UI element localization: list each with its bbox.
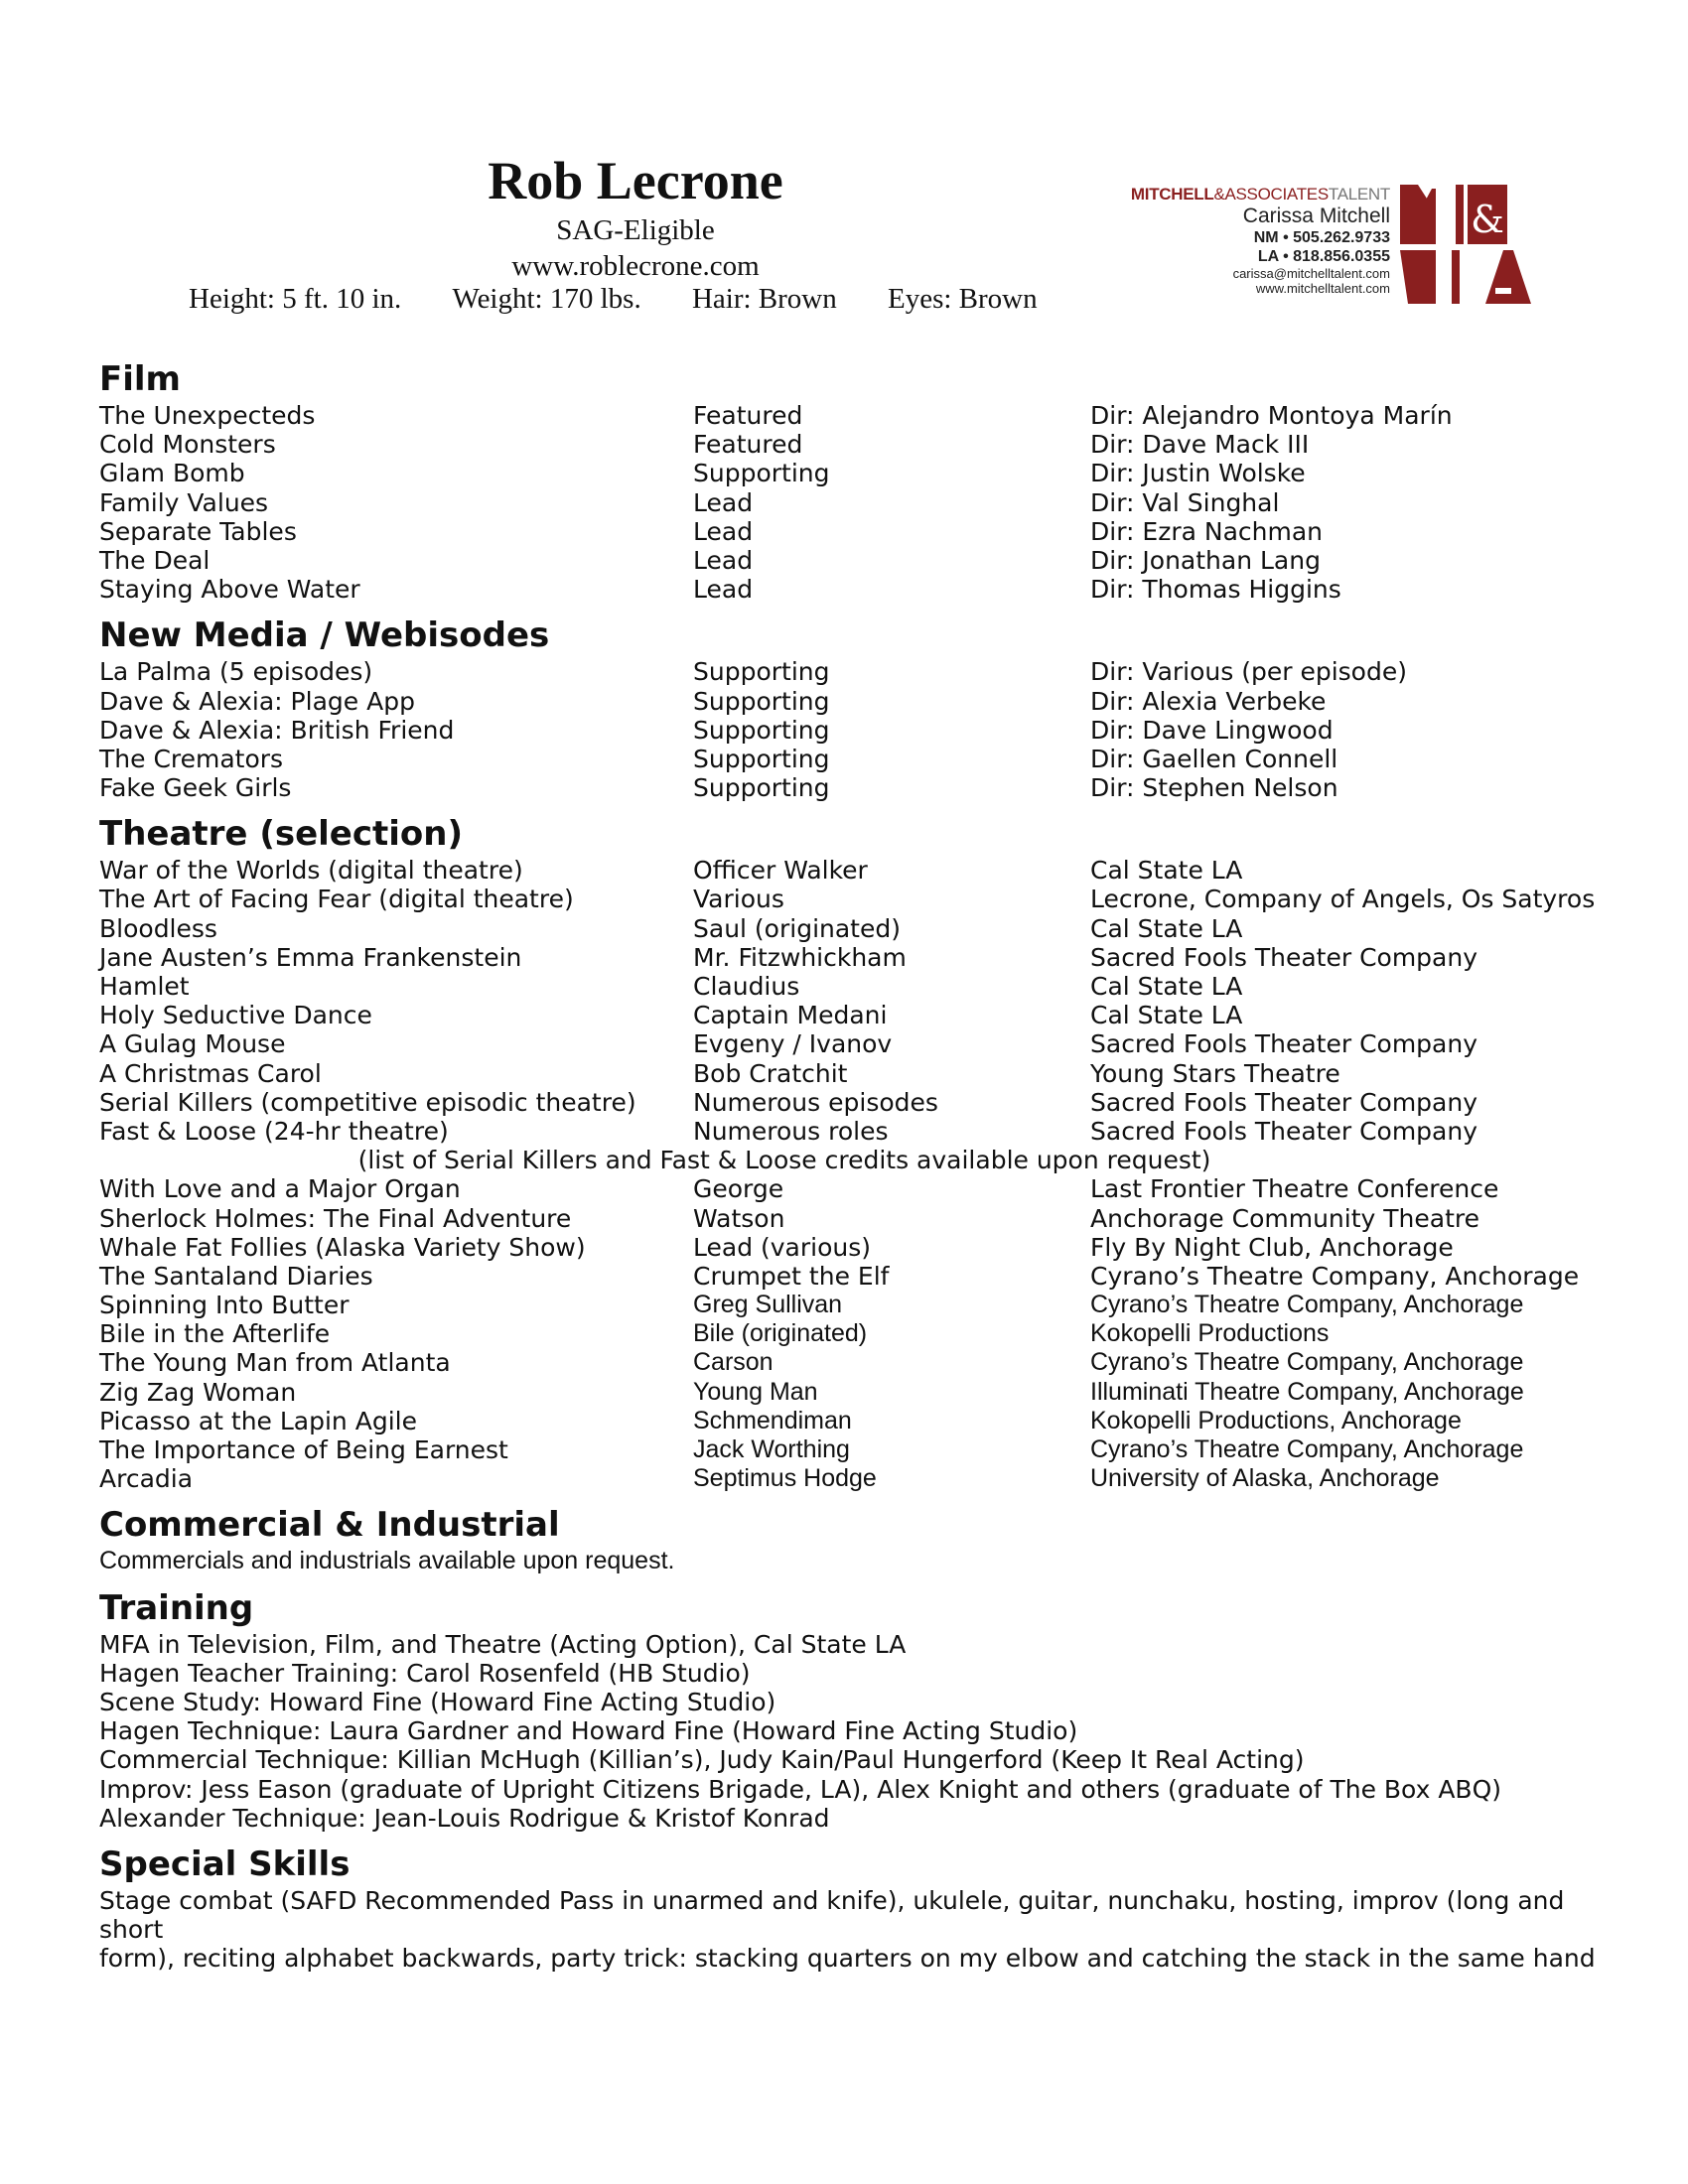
credit-title: Bile in the Afterlife (99, 1319, 331, 1349)
credit-row (99, 1117, 1628, 1146)
credit-venue: Dir: Ezra Nachman (1090, 516, 1323, 546)
film-credits (99, 401, 1628, 604)
credit-title: Dave & Alexia: Plage App (99, 686, 415, 716)
credit-role: Septimus Hodge (693, 1464, 877, 1493)
credit-title: War of the Worlds (digital theatre) (99, 856, 523, 886)
credit-title: Whale Fat Follies (Alaska Variety Show) (99, 1232, 586, 1262)
credit-title: The Young Man from Atlanta (99, 1348, 451, 1378)
credit-title: Hamlet (99, 972, 190, 1001)
credit-title: Picasso at the Lapin Agile (99, 1406, 417, 1435)
credit-row (99, 885, 1628, 913)
credit-venue: Sacred Fools Theater Company (1090, 1029, 1478, 1059)
credit-role: Supporting (693, 686, 830, 716)
credit-role: Crumpet the Elf (693, 1261, 890, 1291)
eyes-stat: Eyes: Brown (887, 283, 1038, 315)
credit-venue: Kokopelli Productions (1090, 1319, 1330, 1348)
credit-title: Family Values (99, 487, 269, 517)
credit-role: Captain Medani (693, 1001, 888, 1030)
credit-row (99, 1088, 1628, 1117)
credit-row (99, 575, 1628, 604)
credit-venue: Dir: Dave Mack III (1090, 430, 1310, 460)
credit-title: Fake Geek Girls (99, 773, 292, 803)
credit-role: Lead (693, 516, 754, 546)
height-stat: Height: 5 ft. 10 in. (189, 283, 402, 315)
section-title-training: Training (99, 1587, 254, 1628)
credit-role: Bob Cratchit (693, 1058, 848, 1088)
skills-line: Stage combat (SAFD Recommended Pass in unarmed and knife), ukulele, guitar, nunchaku, hosting, improv (long and short (99, 1886, 1565, 1945)
credit-title: Holy Seductive Dance (99, 1001, 372, 1030)
credit-role: Supporting (693, 459, 830, 488)
credit-role: Saul (originated) (693, 913, 901, 943)
credit-title: Spinning Into Butter (99, 1291, 350, 1320)
credit-role: Featured (693, 430, 803, 460)
credit-venue: Cal State LA (1090, 1001, 1243, 1030)
credit-venue: Cyrano’s Theatre Company, Anchorage (1090, 1291, 1524, 1319)
credit-role: Various (693, 885, 784, 914)
agency-logo-icon (1400, 185, 1559, 304)
agency-name: MITCHELL&ASSOCIATESTALENT (1130, 185, 1390, 204)
credit-title: The Importance of Being Earnest (99, 1435, 508, 1464)
new-media-credits (99, 657, 1628, 802)
credit-row (99, 1174, 1628, 1203)
credit-role: Supporting (693, 657, 830, 687)
section-title-skills: Special Skills (99, 1844, 351, 1884)
credit-title: Arcadia (99, 1464, 194, 1494)
credit-venue: Dir: Stephen Nelson (1090, 773, 1338, 803)
credit-venue: Cyrano’s Theatre Company, Anchorage (1090, 1348, 1524, 1377)
credit-row (99, 488, 1628, 517)
training-line: Hagen Technique: Laura Gardner and Howard Fine (Howard Fine Acting Studio) (99, 1716, 1078, 1746)
credit-role: Evgeny / Ivanov (693, 1029, 893, 1059)
credit-title: Cold Monsters (99, 430, 276, 460)
credit-row (99, 1233, 1628, 1262)
credit-venue: Dir: Alexia Verbeke (1090, 686, 1327, 716)
credit-role: Carson (693, 1348, 774, 1377)
credit-row (99, 1319, 1628, 1348)
credit-role: Supporting (693, 773, 830, 803)
credit-title: Staying Above Water (99, 575, 360, 605)
credit-venue: Cyrano’s Theatre Company, Anchorage (1090, 1435, 1524, 1463)
credit-venue: Kokopelli Productions, Anchorage (1090, 1406, 1462, 1434)
training-line: MFA in Television, Film, and Theatre (Acting Option), Cal State LA (99, 1629, 907, 1659)
agency-text (1131, 185, 1390, 296)
agent-phone-la: LA • 818.856.0355 (1257, 248, 1390, 265)
agent-website: www.mitchelltalent.com (1255, 281, 1390, 296)
credit-title: The Art of Facing Fear (digital theatre) (99, 885, 574, 914)
credit-venue: Last Frontier Theatre Conference (1090, 1174, 1499, 1204)
training-line: Alexander Technique: Jean-Louis Rodrigue & Kristof Konrad (99, 1803, 830, 1833)
credit-role: Lead (693, 545, 754, 575)
credit-role: George (693, 1174, 784, 1204)
credit-role: Bile (originated) (693, 1319, 868, 1348)
theatre-section (99, 812, 1628, 1493)
website: www.roblecrone.com (511, 250, 760, 282)
credit-venue: Dir: Dave Lingwood (1090, 715, 1334, 745)
credit-role: Claudius (693, 972, 800, 1001)
resume-body (99, 347, 1628, 1974)
credit-row (99, 856, 1628, 885)
credit-title: Serial Killers (competitive episodic theatre) (99, 1087, 636, 1117)
commercial-section (99, 1503, 1628, 1575)
credit-title: Fast & Loose (24-hr theatre) (99, 1116, 449, 1146)
credit-row (99, 1407, 1628, 1435)
agency-block (1130, 185, 1559, 304)
credit-venue: Cal State LA (1090, 856, 1243, 886)
credit-role: Lead (various) (693, 1232, 872, 1262)
credit-venue: Lecrone, Company of Angels, Os Satyros (1090, 885, 1596, 914)
credit-row (99, 745, 1628, 773)
credit-row (99, 546, 1628, 575)
credit-row (99, 430, 1628, 459)
training-line: Improv: Jess Eason (graduate of Upright Citizens Brigade, LA), Alex Knight and others (graduate of The Box ABQ) (99, 1774, 1502, 1804)
credit-venue: Cal State LA (1090, 913, 1243, 943)
credit-title: Glam Bomb (99, 459, 245, 488)
credit-row (99, 1291, 1628, 1319)
credit-venue: Dir: Various (per episode) (1090, 657, 1407, 687)
agent-email: carissa@mitchelltalent.com (1232, 266, 1390, 281)
credit-title: Jane Austen’s Emma Frankenstein (99, 942, 522, 972)
credit-role: Watson (693, 1203, 785, 1233)
union-status: SAG-Eligible (556, 214, 715, 246)
credit-title: A Gulag Mouse (99, 1029, 286, 1059)
skills-line: form), reciting alphabet backwards, party trick: stacking quarters on my elbow and catching the stack in the same hand (99, 1944, 1596, 1974)
training-line: Commercial Technique: Killian McHugh (Killian’s), Judy Kain/Paul Hungerford (Keep It Real Acting) (99, 1745, 1305, 1775)
credit-row (99, 1001, 1628, 1029)
section-title-film: Film (99, 359, 181, 399)
credit-venue: Dir: Gaellen Connell (1090, 744, 1338, 773)
theatre-note: (list of Serial Killers and Fast & Loose credits available upon request) (357, 1146, 1211, 1175)
credit-row (99, 1378, 1628, 1407)
new-media-section (99, 614, 1628, 802)
credit-venue: Fly By Night Club, Anchorage (1090, 1232, 1454, 1262)
credit-row (99, 914, 1628, 943)
credit-row (99, 943, 1628, 972)
commercial-text: Commercials and industrials available upon request. (99, 1547, 675, 1575)
credit-role: Supporting (693, 744, 830, 773)
credit-row (99, 657, 1628, 686)
credit-venue: University of Alaska, Anchorage (1090, 1464, 1440, 1493)
credit-title: With Love and a Major Organ (99, 1174, 461, 1204)
credit-venue: Sacred Fools Theater Company (1090, 1116, 1478, 1146)
svg-text:&: & (1471, 198, 1504, 241)
credit-row (99, 1464, 1628, 1493)
credit-role: Numerous episodes (693, 1087, 938, 1117)
training-line: Scene Study: Howard Fine (Howard Fine Acting Studio) (99, 1687, 776, 1716)
credit-title: The Unexpecteds (99, 401, 316, 430)
film-section (99, 357, 1628, 604)
hair-stat: Hair: Brown (691, 283, 837, 315)
skills-section (99, 1843, 1628, 1974)
credit-venue: Young Stars Theatre (1090, 1058, 1340, 1088)
credit-row (99, 773, 1628, 802)
credit-row (99, 1204, 1628, 1233)
credit-row (99, 1348, 1628, 1377)
credit-title: Bloodless (99, 913, 217, 943)
credit-row (99, 517, 1628, 546)
credit-role: Greg Sullivan (693, 1291, 843, 1319)
agent-phone-nm: NM • 505.262.9733 (1253, 229, 1390, 246)
credit-role: Featured (693, 401, 803, 430)
credit-row (99, 1262, 1628, 1291)
credit-venue: Dir: Justin Wolske (1090, 459, 1306, 488)
training-line: Hagen Teacher Training: Carol Rosenfeld (HB Studio) (99, 1658, 751, 1688)
theatre-credits-a (99, 856, 1628, 1146)
credit-role: Supporting (693, 715, 830, 745)
section-title-new-media: New Media / Webisodes (99, 615, 550, 656)
section-title-theatre: Theatre (selection) (99, 814, 464, 855)
credit-row (99, 1029, 1628, 1058)
credit-row (99, 972, 1628, 1001)
training-section (99, 1586, 1628, 1833)
actor-name: Rob Lecrone (488, 151, 783, 210)
credit-venue: Sacred Fools Theater Company (1090, 1087, 1478, 1117)
credit-title: Sherlock Holmes: The Final Adventure (99, 1203, 572, 1233)
credit-row (99, 459, 1628, 487)
credit-role: Numerous roles (693, 1116, 889, 1146)
credit-venue: Cal State LA (1090, 972, 1243, 1001)
credit-row (99, 716, 1628, 745)
credit-title: La Palma (5 episodes) (99, 657, 373, 687)
credit-role: Schmendiman (693, 1406, 852, 1434)
credit-row (99, 687, 1628, 716)
credit-venue: Illuminati Theatre Company, Anchorage (1090, 1377, 1524, 1406)
credit-row (99, 401, 1628, 430)
weight-stat: Weight: 170 lbs. (452, 283, 641, 315)
resume-header (0, 149, 1271, 284)
credit-venue: Dir: Alejandro Montoya Marín (1090, 401, 1453, 430)
credit-title: Zig Zag Woman (99, 1377, 297, 1407)
credit-row (99, 1435, 1628, 1464)
credit-row (99, 1059, 1628, 1088)
credit-title: The Santaland Diaries (99, 1261, 373, 1291)
physical-stats (189, 283, 1281, 316)
credit-role: Jack Worthing (693, 1435, 850, 1463)
credit-role: Young Man (693, 1377, 818, 1406)
theatre-credits-b (99, 1174, 1628, 1493)
agent-name: Carissa Mitchell (1242, 205, 1390, 227)
credit-role: Lead (693, 575, 754, 605)
credit-venue: Dir: Val Singhal (1090, 487, 1280, 517)
credit-venue: Dir: Thomas Higgins (1090, 575, 1341, 605)
credit-role: Officer Walker (693, 856, 868, 886)
credit-title: The Deal (99, 545, 211, 575)
credit-role: Mr. Fitzwhickham (693, 942, 907, 972)
credit-venue: Dir: Jonathan Lang (1090, 545, 1321, 575)
credit-role: Lead (693, 487, 754, 517)
credit-venue: Anchorage Community Theatre (1090, 1203, 1479, 1233)
credit-title: Dave & Alexia: British Friend (99, 715, 455, 745)
credit-venue: Cyrano’s Theatre Company, Anchorage (1090, 1261, 1580, 1291)
section-title-commercial: Commercial & Industrial (99, 1505, 560, 1546)
credit-title: A Christmas Carol (99, 1058, 322, 1088)
credit-title: Separate Tables (99, 516, 297, 546)
credit-venue: Sacred Fools Theater Company (1090, 942, 1478, 972)
credit-title: The Cremators (99, 744, 284, 773)
